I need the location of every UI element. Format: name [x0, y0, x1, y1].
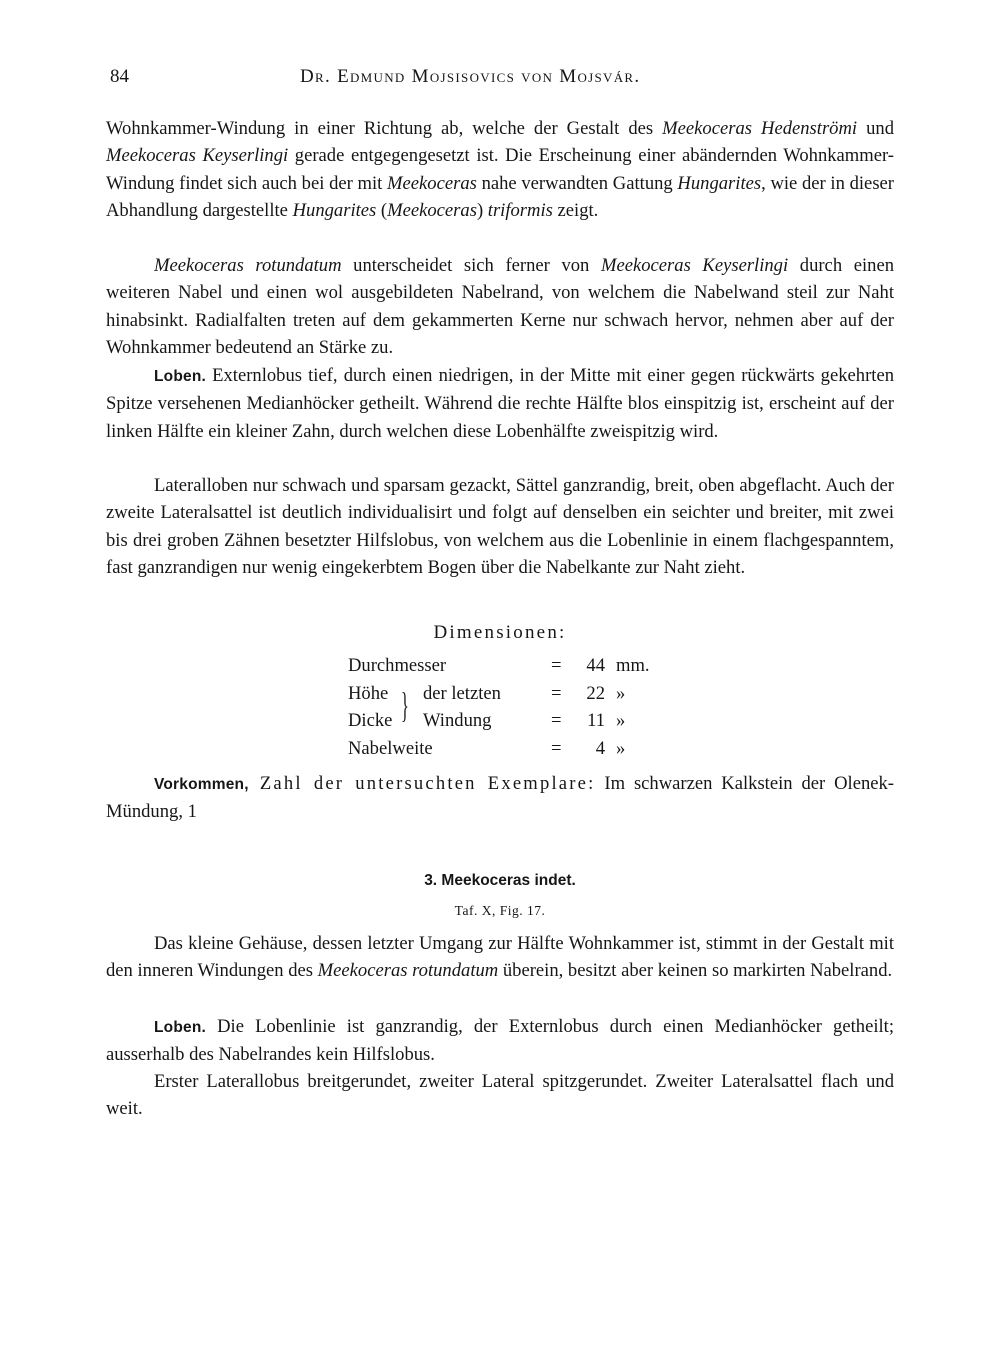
dimension-row: Dicke Windung = 11 » [348, 710, 626, 731]
dimension-row: Nabelweite = 4 » [348, 737, 626, 759]
paragraph-vorkommen: Vorkommen, Zahl der untersuchten Exemplare: Im schwarzen Kalkstein der Olenek-Mündung, 1 [106, 773, 894, 823]
dimensions-table [348, 655, 668, 765]
page-number: 84 [110, 66, 129, 87]
paragraph-loben-1: Loben. Externlobus tief, durch einen niedrigen, in der Mitte mit einer gegen rückwärts gekehrten Spitze versehenen Medianhöcker getheilt. Während die rechte Hälfte blos einspitzig ist, erscheint auf der linken Hälfte ein kleiner Zahn, durch welchen diese Lobenhälfte zweispitzig wird. [106, 365, 899, 442]
dimension-row: Höhe der letzten = 22 » [348, 682, 626, 704]
paragraph-rotundatum: Meekoceras rotundatum unterscheidet sich ferner von Meekoceras Keyserlingi durch einen weiteren Nabel und einen wol ausgebildeten Nabelrand, von welchem die Nabelwand steil zur Naht hinabsinkt. Radialfalten treten auf dem gekammerten Kerne nur schwach hervor, nehmen aber auf der Wohnkammer bedeutend an Stärke zu. [106, 255, 899, 358]
paragraph-lateralloben: Lateralloben nur schwach und sparsam gezackt, Sättel ganzrandig, breit, oben abgeflacht. Auch der zweite Lateralsattel ist deutlich individualisirt und folgt auf denselben ein seichter und breiter, mit zwei bis drei groben Zähnen besetzter Hilfslobus, von welchem aus die Lobenlinie in einem flachgespanntem, fast ganzrandigen nur wenig eingekerbtem Bogen über die Nabelkante zur Naht zieht. [106, 475, 899, 578]
brace-glyph: } [401, 685, 409, 725]
paragraph-laterallobus: Erster Laterallobus breitgerundet, zweiter Lateral spitzgerundet. Zweiter Lateralsattel flach und weit. [106, 1071, 899, 1120]
running-header [110, 66, 900, 96]
plate-reference: Taf. X, Fig. 17. [454, 903, 546, 918]
running-title: Dr. Edmund Mojsisovics von Mojsvár. [300, 66, 641, 87]
paragraph-gehaeuse: Das kleine Gehäuse, dessen letzter Umgang zur Hälfte Wohnkammer ist, stimmt in der Gestalt mit den inneren Windungen des Meekoceras rotundatum überein, besitzt aber keinen so markirten Nabelrand. [106, 933, 899, 982]
paragraph-loben-2: Loben. Die Lobenlinie ist ganzrandig, der Externlobus durch einen Medianhöcker getheilt; ausserhalb des Nabelrandes kein Hilfslobus. [106, 1016, 899, 1066]
dimensions-title: Dimensionen: [433, 622, 567, 643]
section-heading: 3. Meekoceras indet. [424, 872, 576, 889]
dimension-row: Durchmesser = 44 mm. [348, 655, 650, 676]
paragraph-wohnkammer: Wohnkammer-Windung in einer Richtung ab, welche der Gestalt des Meekoceras Hedenströmi und Meekoceras Keyserlingi gerade entgegengesetzt ist. Die Erscheinung einer abändernden Wohnkammer-Windung findet sich auch bei der mit Meekoceras nahe verwandten Gattung Hungarites, wie der in dieser Abhandlung dargestellte Hungarites (Meekoceras) triformis zeigt. [106, 118, 899, 221]
